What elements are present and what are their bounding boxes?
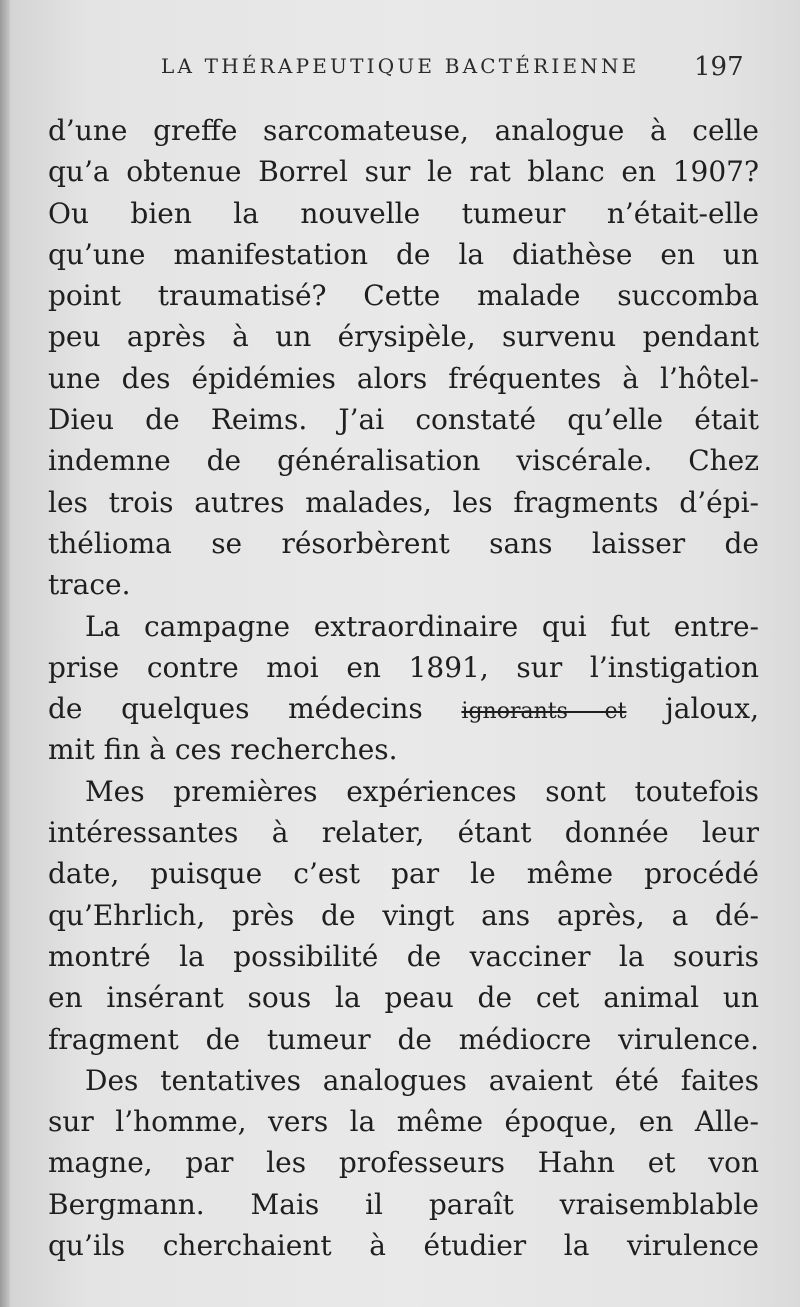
text-line: Bergmann. Mais il paraît vraisemblable (48, 1187, 759, 1221)
text-line: magne, par les professeurs Hahn et von (48, 1146, 759, 1180)
page-gutter-shadow (0, 0, 10, 1307)
paragraph-4 (48, 1060, 759, 1266)
paragraph-2 (48, 606, 759, 771)
body-text (48, 110, 759, 1266)
text-line: thélioma se résorbèrent sans laisser de (48, 526, 759, 560)
text-line: montré la possibilité de vacciner la souris (48, 939, 759, 973)
text-line: en insérant sous la peau de cet animal un (48, 981, 759, 1015)
text-line: prise contre moi en 1891, sur l’instigation (48, 650, 759, 684)
text-line: Mes premières expériences sont toutefois (85, 774, 759, 808)
paragraph-1 (48, 110, 759, 606)
book-page (10, 0, 800, 1307)
text-line: qu’une manifestation de la diathèse en un (48, 237, 759, 271)
text-line: fragment de tumeur de médiocre virulence. (48, 1022, 759, 1056)
page-number: 197 (694, 52, 744, 82)
text-segment: de quelques médecins (48, 692, 462, 726)
text-line: intéressantes à relater, étant donnée leur (48, 816, 759, 850)
struck-text: ignorants et (461, 699, 627, 725)
text-line: sur l’homme, vers la même époque, en Alle- (48, 1105, 759, 1139)
text-line: Ou bien la nouvelle tumeur n’était-elle (48, 196, 759, 230)
text-line: une des épidémies alors fréquentes à l’hôtel- (48, 361, 759, 395)
text-line: indemne de généralisation viscérale. Chez (48, 444, 759, 478)
text-line: peu après à un érysipèle, survenu pendant (48, 320, 759, 354)
text-line: trace. (48, 568, 131, 602)
text-line: qu’Ehrlich, près de vingt ans après, a dé- (48, 898, 759, 932)
text-line: point traumatisé? Cette malade succomba (48, 279, 759, 313)
paragraph-3 (48, 771, 759, 1060)
text-line: date, puisque c’est par le même procédé (48, 857, 759, 891)
text-line: les trois autres malades, les fragments d’épi- (48, 485, 759, 519)
running-title: LA THÉRAPEUTIQUE BACTÉRIENNE (161, 54, 640, 78)
text-line: d’une greffe sarcomateuse, analogue à celle (48, 114, 759, 147)
text-line: qu’a obtenue Borrel sur le rat blanc en 1907? (48, 155, 759, 189)
page-header (10, 52, 800, 88)
text-line: La campagne extraordinaire qui fut entre- (85, 609, 759, 643)
text-line: Dieu de Reims. J’ai constaté qu’elle était (48, 403, 759, 437)
text-line-with-strikethrough (48, 688, 759, 729)
text-line: qu’ils cherchaient à étudier la virulence (48, 1229, 759, 1263)
text-line: mit fin à ces recherches. (48, 733, 398, 767)
text-line: Des tentatives analogues avaient été faites (85, 1063, 759, 1097)
text-segment: jaloux, (626, 692, 759, 726)
